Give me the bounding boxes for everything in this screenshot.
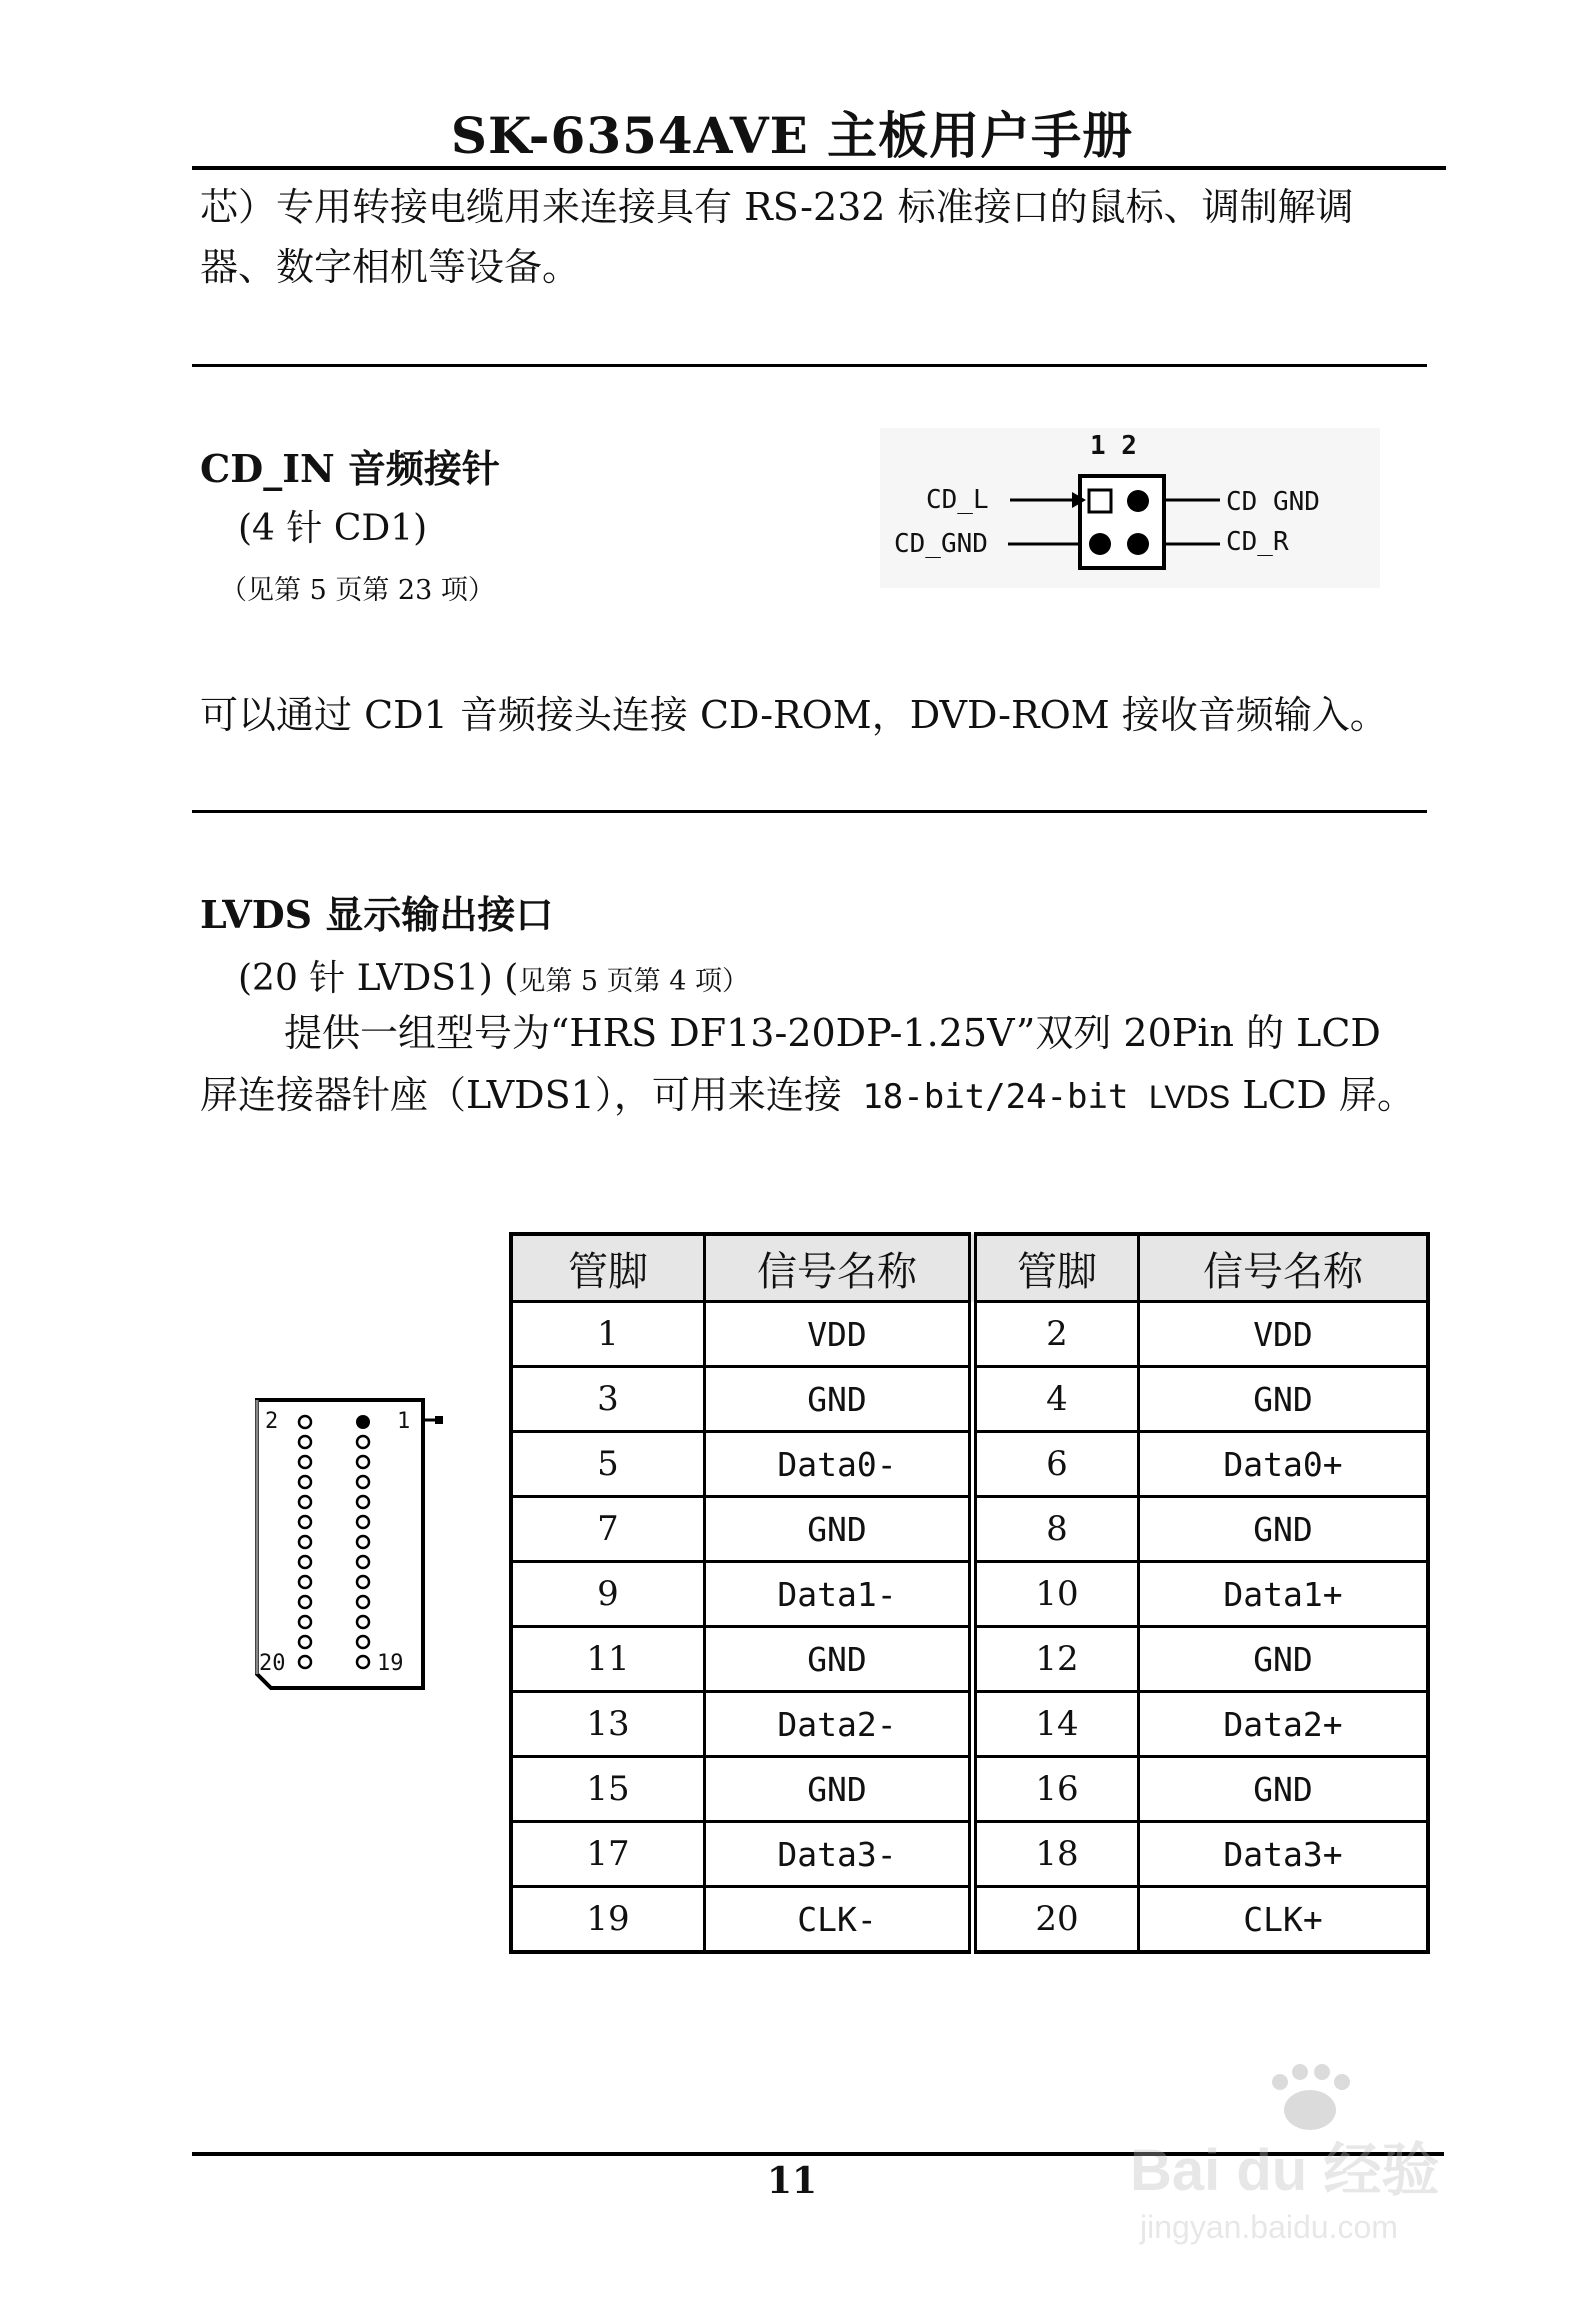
section-divider (192, 810, 1427, 813)
table-row (511, 1562, 1428, 1627)
lvds-label-19: 19 (377, 1651, 404, 1676)
lvds-desc-2d: LCD 屏。 (1230, 1073, 1416, 1117)
pin-number: 11 (511, 1627, 705, 1692)
lvds-pin-table (509, 1232, 1430, 1954)
lvds-desc-2a: 屏连接器针座（LVDS1），可用来连接 (200, 1073, 842, 1117)
col-header-pin: 管脚 (511, 1234, 705, 1302)
table-row (511, 1497, 1428, 1562)
header-rule (192, 166, 1446, 170)
page-title: SK-6354AVE 主板用户手册 (450, 106, 1134, 165)
lvds-ref: 见第 5 页第 4 项） (518, 966, 750, 997)
pin-number: 10 (973, 1562, 1139, 1627)
signal-name: GND (1139, 1367, 1429, 1432)
pin-number: 9 (511, 1562, 705, 1627)
signal-name: GND (705, 1367, 973, 1432)
signal-name: Data2+ (1139, 1692, 1429, 1757)
signal-name: VDD (705, 1302, 973, 1367)
table-row (511, 1367, 1428, 1432)
page-number: 11 (766, 2160, 818, 2202)
paw-icon (1272, 2064, 1350, 2130)
signal-name: CLK+ (1139, 1887, 1429, 1953)
lvds-title: LVDS 显示输出接口 (200, 892, 554, 937)
pin-number: 19 (511, 1887, 705, 1953)
baidu-watermark (1120, 2060, 1500, 2254)
lvds-label-2: 2 (265, 1409, 279, 1434)
col-header-pin: 管脚 (973, 1234, 1139, 1302)
signal-name: Data1+ (1139, 1562, 1429, 1627)
pin-number: 7 (511, 1497, 705, 1562)
pin-number: 4 (973, 1367, 1139, 1432)
signal-name: Data1- (705, 1562, 973, 1627)
cd-in-subtitle: (4 针 CD1) (238, 508, 428, 549)
pin-number: 12 (973, 1627, 1139, 1692)
lvds-desc-2b: 18-bit/24-bit (841, 1077, 1149, 1117)
signal-name: Data0- (705, 1432, 973, 1497)
signal-name: GND (705, 1627, 973, 1692)
table-row (511, 1887, 1428, 1953)
signal-name: GND (1139, 1497, 1429, 1562)
signal-name: Data3- (705, 1822, 973, 1887)
table-row (511, 1757, 1428, 1822)
table-row (511, 1627, 1428, 1692)
signal-name: GND (1139, 1757, 1429, 1822)
pin-number: 5 (511, 1432, 705, 1497)
lvds-subtitle-main: (20 针 LVDS1) ( (238, 958, 519, 999)
signal-name: CLK- (705, 1887, 973, 1953)
signal-name: GND (705, 1497, 973, 1562)
table-row (511, 1302, 1428, 1367)
pin-number: 13 (511, 1692, 705, 1757)
lvds-label-1: 1 (397, 1409, 411, 1434)
table-row (511, 1692, 1428, 1757)
lvds-subtitle (238, 950, 749, 1001)
cd-label-gnd-left: CD_GND (894, 529, 988, 559)
cd-in-title: CD_IN 音频接针 (200, 446, 500, 491)
pin-number: 8 (973, 1497, 1139, 1562)
col-header-signal: 信号名称 (705, 1234, 973, 1302)
pin-number: 1 (511, 1302, 705, 1367)
cd-in-connector-diagram (880, 428, 1380, 588)
pin-number: 6 (973, 1432, 1139, 1497)
pin-number: 15 (511, 1757, 705, 1822)
signal-name: GND (705, 1757, 973, 1822)
table-header-row (511, 1234, 1428, 1302)
pin-number: 2 (973, 1302, 1139, 1367)
watermark-brand: Bai du 经验 (1130, 2138, 1440, 2203)
signal-name: Data0+ (1139, 1432, 1429, 1497)
lvds-desc-line-2 (200, 1066, 1415, 1126)
section-divider (192, 364, 1427, 367)
lvds-desc-2c: LVDS (1148, 1079, 1231, 1115)
watermark-url: jingyan.baidu.com (1140, 2209, 1398, 2245)
cd-label-gnd-right: CD GND (1226, 487, 1320, 517)
table-row (511, 1432, 1428, 1497)
pin-number: 16 (973, 1757, 1139, 1822)
col-header-signal: 信号名称 (1139, 1234, 1429, 1302)
lvds-label-20: 20 (259, 1651, 286, 1676)
lvds-desc-line-1: 提供一组型号为“HRS DF13-20DP-1.25V”双列 20Pin 的 LCD (284, 1011, 1381, 1055)
intro-line-1: 芯）专用转接电缆用来连接具有 RS-232 标准接口的鼠标、调制解调 (200, 185, 1354, 229)
intro-line-2: 器、数字相机等设备。 (200, 245, 581, 289)
lvds-connector-diagram (245, 1388, 445, 1698)
cd-in-ref: （见第 5 页第 23 项） (220, 575, 495, 606)
pin-number: 18 (973, 1822, 1139, 1887)
signal-name: Data2- (705, 1692, 973, 1757)
pin-number: 20 (973, 1887, 1139, 1953)
table-row (511, 1822, 1428, 1887)
cd-label-l: CD_L (926, 485, 989, 515)
pin1-square-icon (1089, 490, 1111, 512)
pin-number: 17 (511, 1822, 705, 1887)
cd-in-description: 可以通过 CD1 音频接头连接 CD-ROM，DVD-ROM 接收音频输入。 (200, 693, 1388, 737)
pin-number: 3 (511, 1367, 705, 1432)
cd-label-r: CD_R (1226, 527, 1289, 557)
cd-pin-numbers: 1 2 (1090, 431, 1137, 461)
signal-name: VDD (1139, 1302, 1429, 1367)
signal-name: Data3+ (1139, 1822, 1429, 1887)
pin-number: 14 (973, 1692, 1139, 1757)
signal-name: GND (1139, 1627, 1429, 1692)
